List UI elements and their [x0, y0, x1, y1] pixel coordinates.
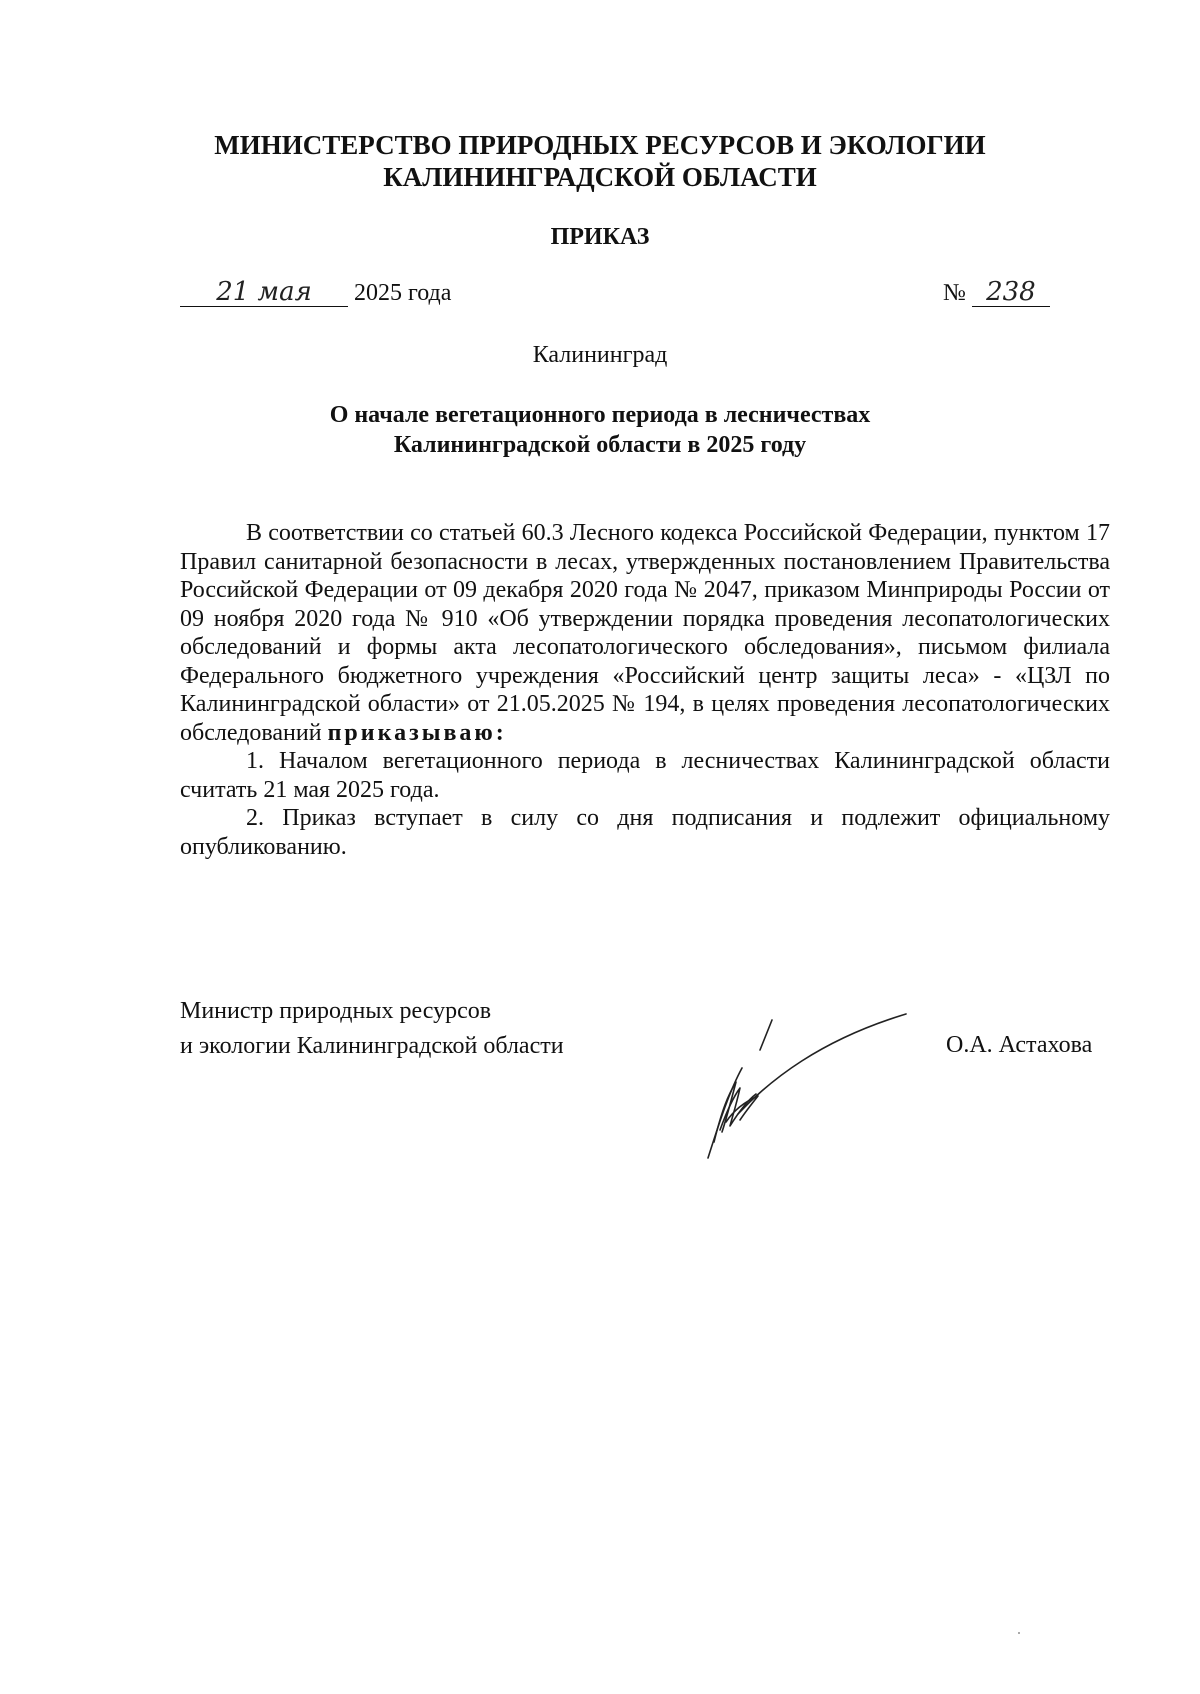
handwritten-number: 238 — [972, 278, 1050, 307]
order-year: 2025 года — [354, 280, 452, 306]
position-line1: Министр природных ресурсов — [180, 998, 492, 1024]
order-number — [943, 278, 1050, 308]
handwritten-signature — [700, 1010, 910, 1160]
preamble-paragraph — [180, 519, 1110, 747]
order-item-2: 2. Приказ вступает в силу со дня подписания и подлежит официальному опубликованию. — [180, 805, 1110, 860]
city-name: Калининград — [532, 342, 668, 368]
signatory-position — [180, 994, 564, 1064]
order-word: приказываю — [327, 719, 496, 746]
subject-line2: Калининградской области в 2025 году — [393, 432, 807, 458]
ministry-name-line2: КАЛИНИНГРАДСКОЙ ОБЛАСТИ — [383, 162, 817, 192]
order-colon: : — [495, 719, 504, 746]
number-prefix: № — [943, 280, 966, 306]
ministry-name-line1: МИНИСТЕРСТВО ПРИРОДНЫХ РЕСУРСОВ И ЭКОЛОГИИ — [214, 130, 986, 160]
scan-speck — [1018, 1632, 1020, 1634]
preamble-text: В соответствии со статьей 60.3 Лесного кодекса Российской Федерации, пунктом 17 Правил санитарной безопасности в лесах, утвержденных постановлением Правительства Российской Федерации от 09 декабря 2020 года № 2047, приказом Минприроды России от 09 ноября 2020 года № 910 «Об утверждении порядка проведения лесопатологических обследований и формы акта лесопатологического обследования», письмом филиала Федерального бюджетного учреждения «Российский центр защиты леса» - «ЦЗЛ по Калининградской области» от 21.05.2025 № 194, в целях проведения лесопатологических обследований — [180, 520, 1110, 746]
position-line2: и экологии Калининградской области — [180, 1033, 564, 1059]
order-body — [180, 519, 1110, 861]
handwritten-date: 21 мая — [180, 278, 348, 307]
document-type-title: ПРИКАЗ — [550, 224, 650, 250]
subject-line1: О начале вегетационного периода в лесничествах — [329, 402, 871, 428]
signatory-name: О.А. Астахова — [946, 1032, 1093, 1058]
order-date — [180, 278, 451, 308]
order-item-1: 1. Началом вегетационного периода в лесничествах Калининградской области считать 21 мая 2025 года. — [180, 748, 1110, 803]
